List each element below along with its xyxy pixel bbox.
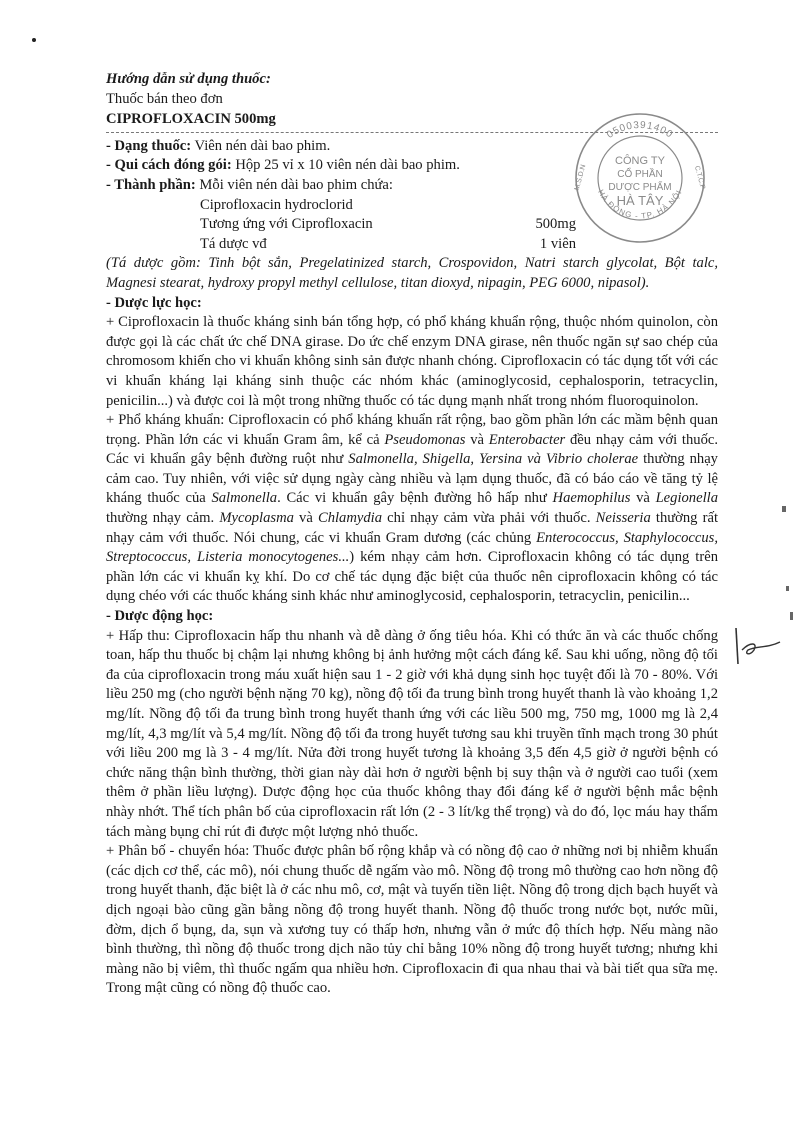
svg-text:CỔ PHẦN: CỔ PHẦN — [617, 169, 663, 180]
svg-text:HÀ TÂY: HÀ TÂY — [616, 193, 664, 208]
prescription-note: Thuốc bán theo đơn — [106, 90, 223, 107]
ingredient-row: Tương ứng với Ciprofloxacin 500mg — [200, 216, 576, 233]
svg-text:M.S.D.N: M.S.D.N — [573, 163, 588, 192]
drug-name: CIPROFLOXACIN 500mg — [106, 111, 276, 128]
scan-mark — [786, 586, 789, 591]
spec-composition: - Thành phần: Mỗi viên nén dài bao phim chứa: — [106, 176, 393, 193]
scan-mark — [790, 612, 793, 620]
pharmacokinetics-paragraph-absorption: + Hấp thu: Ciprofloxacin hấp thu nhanh và dễ dàng ở ống tiêu hóa. Khi có thức ăn và các thuốc chống toan, hấp thu thuốc bị chậm lại nhưng không bị ảnh hưởng một cách đáng kể. Sau khi uống, nồng độ tối đa của ciprofloxacin trong máu xuất hiện sau 1 - 2 giờ với khả dụng sinh học tuyệt đối là 70 - 80%. Với liều 250 mg (cho người bệnh nặng 70 kg), nồng độ tối đa trung bình trong huyết thanh là vào khoảng 1,2 mg/lít. Nồng độ tối đa trung bình trong huyết thanh ứng với các liều 500 mg, 750 mg, 1000 mg là 2,4 mg/lít, 4,3 mg/lít và 5,4 mg/lít. Nồng độ tối đa trong huyết tương sau khi truyền tĩnh mạch trong 30 phút với liều 200 mg là 3 - 4 mg/lít. Nửa đời trong huyết tương là khoảng 3,5 đến 4,5 giờ ở người bệnh có chức năng thận bình thường, thời gian này dài hơn ở người bệnh bị suy thận và ở người cao tuổi (xem thêm ở phần liều lượng). Dược động học của thuốc không thay đổi đáng kể ở người bệnh mắc bệnh nhày nhớt. Thể tích phân bố của ciprofloxacin rất lớn (2 - 3 lít/kg thể trọng) và do đó, lọc máu hay thẩm tách màng bụng chỉ rút đi được một lượng nhỏ thuốc. — [106, 627, 718, 840]
handwritten-initial-mark — [728, 620, 788, 670]
scan-speck — [32, 38, 36, 42]
section-heading-pharmacokinetics: - Dược động học: — [106, 608, 214, 625]
svg-text:DƯỢC PHẨM: DƯỢC PHẨM — [608, 182, 672, 193]
excipients-note: (Tá dược gồm: Tinh bột sắn, Pregelatinized starch, Crospovidon, Natri starch glycolat, Bột talc, Magnesi stearat, hydroxy propyl methyl cellulose, titan dioxyd, nipagin, PEG 6000, nipasol). — [106, 255, 718, 291]
pharmacokinetics-paragraph-distribution: + Phân bố - chuyển hóa: Thuốc được phân bố rộng khắp và có nồng độ cao ở những nơi bị nhiễm khuẩn (các dịch cơ thể, các mô), nói chung thuốc dễ ngấm vào mô. Nồng độ trong mô thường cao hơn nồng độ trong huyết thanh, đặc biệt là ở các nhu mô, cơ, mật và tuyến tiền liệt. Nồng độ trong dịch bạch huyết và dịch ngoại bào cũng gần bằng nồng độ trong huyết thanh. Nồng độ thuốc trong nước bọt, nước mũi, đờm, dịch ổ bụng, da, sụn và xương tuy có thấp hơn, nhưng vẫn ở mức độ thích hợp. Nếu màng não bình thường, thì nồng độ thuốc trong dịch não tủy chỉ bằng 10% nồng độ trong huyết tương; nhưng khi màng não bị viêm, thì thuốc ngấm qua nhiều hơn. Ciprofloxacin đi qua nhau thai và bài tiết qua sữa mẹ. Trong mật cũng có nồng độ thuốc cao. — [106, 843, 718, 997]
spec-packaging: - Qui cách đóng gói: Hộp 25 vỉ x 10 viên nén dài bao phim. — [106, 157, 460, 174]
spec-dosage-form: - Dạng thuốc: Viên nén dài bao phim. — [106, 137, 331, 154]
section-heading-pharmacodynamics: - Dược lực học: — [106, 294, 202, 311]
svg-text:HÀ ĐÔNG - TP. HÀ NỘI: HÀ ĐÔNG - TP. HÀ NỘI — [596, 188, 684, 221]
scan-mark — [782, 506, 786, 512]
pharmacodynamics-paragraph-1: + Ciprofloxacin là thuốc kháng sinh bán tổng hợp, có phổ kháng khuẩn rộng, thuộc nhóm quinolon, còn được gọi là các chất ức chế DNA girase. Do ức chế enzym DNA girase, nên thuốc ngăn sự sao chép của chromosom khiến cho vi khuẩn không sinh sản được nhanh chóng. Ciprofloxacin có tác dụng tốt với các vi khuẩn kháng lại kháng sinh thuộc các nhóm khác (aminoglycosid, cephalosporin, tetracyclin, penicilin...) và được coi là một trong những thuốc có tác dụng mạnh nhất trong nhóm fluoroquinolon. — [106, 314, 718, 409]
document-title: Hướng dẫn sử dụng thuốc: — [106, 71, 271, 87]
svg-text:C.T.C.P: C.T.C.P — [692, 165, 706, 191]
ingredient-row: Tá dược vđ 1 viên — [200, 235, 576, 252]
svg-text:CÔNG TY: CÔNG TY — [615, 155, 665, 167]
pharmacodynamics-paragraph-2: + Phổ kháng khuẩn: Ciprofloxacin có phổ kháng khuẩn rất rộng, bao gồm phần lớn các mầm bệnh quan trọng. Phần lớn các vi khuẩn Gram âm, kể cả Pseudomonas và Enterobacter đều nhạy cảm với thuốc. Các vi khuẩn gây bệnh đường ruột như Salmonella, Shigella, Yersina và Vibrio cholerae thường nhạy cảm cao. Tuy nhiên, với việc sử dụng ngày càng nhiều và lạm dụng thuốc, đã có báo cáo về tăng tỷ lệ kháng thuốc của Salmonella. Các vi khuẩn gây bệnh đường hô hấp như Haemophilus và Legionella thường nhạy cảm. Mycoplasma và Chlamydia chỉ nhạy cảm vừa phải với thuốc. Neisseria thường rất nhạy cảm với thuốc. Nói chung, các vi khuẩn Gram dương (các chủng Enterococcus, Staphylococcus, Streptococcus, Listeria monocytogenes...) kém nhạy cảm hơn. Ciprofloxacin không có tác dụng trên phần lớn các vi khuẩn kỵ khí. Do cơ chế tác dụng đặc biệt của thuốc nên ciprofloxacin không có tác dụng chéo với các thuốc kháng sinh khác như aminoglycosid, cephalosporin, tetracyclin, penicilin... — [106, 412, 719, 605]
svg-text:0500391400: 0500391400 — [604, 119, 676, 141]
ingredient-line: Ciprofloxacin hydroclorid — [200, 196, 353, 213]
company-stamp-seal — [570, 108, 710, 248]
